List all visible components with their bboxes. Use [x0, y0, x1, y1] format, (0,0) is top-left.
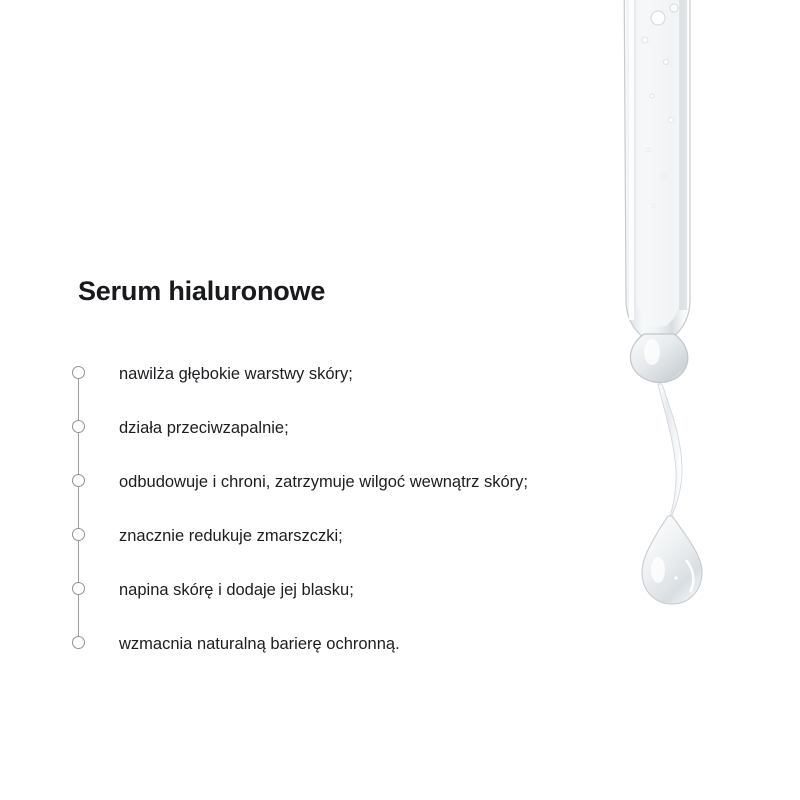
list-item-label: nawilża głębokie warstwy skóry; — [119, 365, 353, 383]
list-item-label: napina skórę i dodaje jej blasku; — [119, 581, 354, 599]
benefits-list — [72, 362, 572, 664]
list-item-label: wzmacnia naturalną barierę ochronną. — [119, 635, 400, 653]
list-item-label: działa przeciwzapalnie; — [119, 419, 289, 437]
list-item-label: odbudowuje i chroni, zatrzymuje wilgoć wewnątrz skóry; — [119, 473, 529, 491]
list-item-label: znacznie redukuje zmarszczki; — [119, 527, 343, 545]
list-item — [72, 524, 572, 556]
circle-outline-icon — [72, 474, 85, 487]
circle-outline-icon — [72, 420, 85, 433]
circle-outline-icon — [72, 582, 85, 595]
circle-outline-icon — [72, 366, 85, 379]
circle-outline-icon — [72, 636, 85, 649]
circle-outline-icon — [72, 528, 85, 541]
list-item — [72, 632, 572, 664]
list-item — [72, 362, 572, 394]
serum-dropper-photo — [540, 0, 800, 640]
list-item — [72, 416, 572, 448]
list-item — [72, 470, 572, 502]
page-title: Serum hialuronowe — [78, 276, 326, 306]
list-item — [72, 578, 572, 610]
